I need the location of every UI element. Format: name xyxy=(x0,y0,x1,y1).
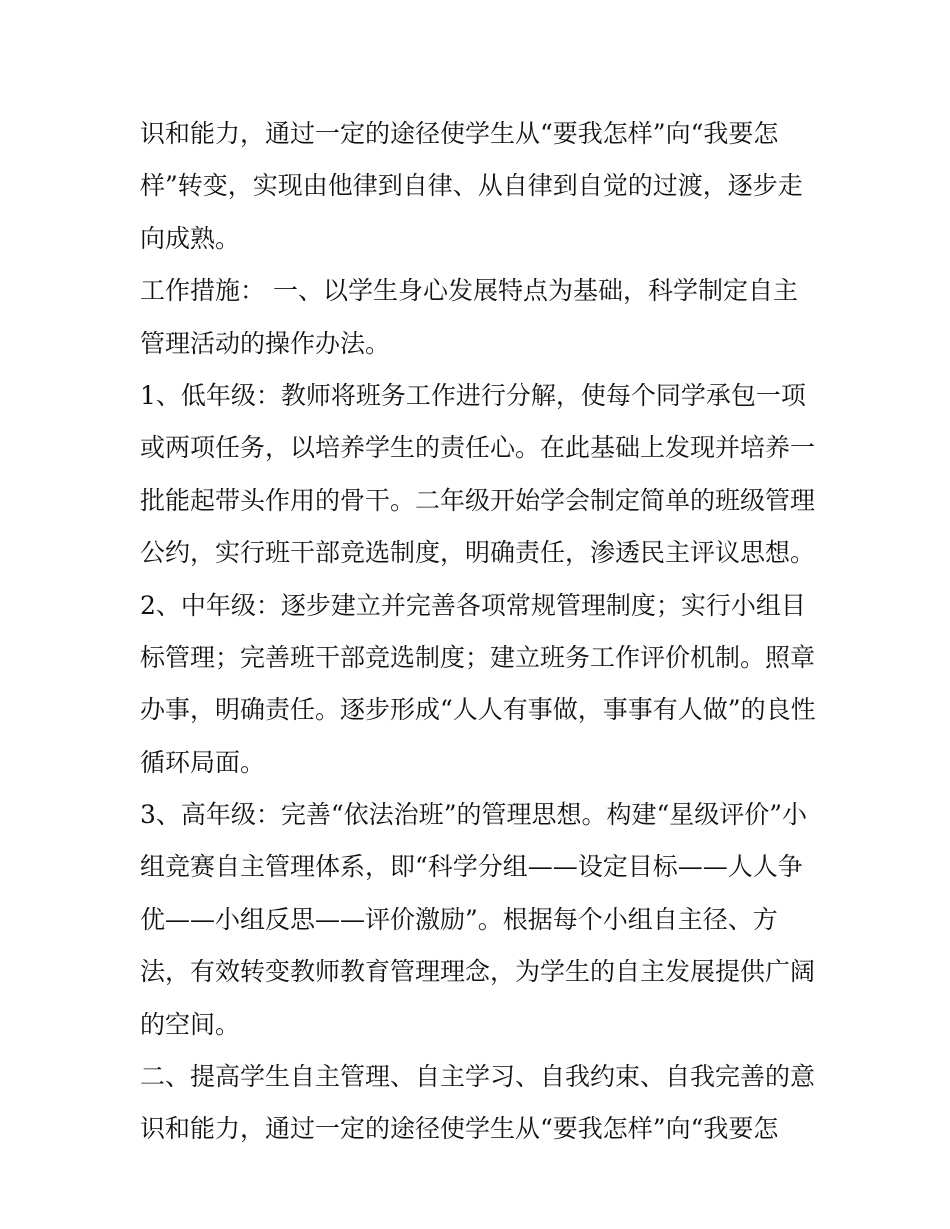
text-line: 样”转变，实现由他律到自律、从自律到自觉的过渡，逐步走 xyxy=(140,171,803,201)
text-line: 向成熟。 xyxy=(140,223,241,253)
text-line: 办事，明确责任。逐步形成“人人有事做，事事有人做”的良性 xyxy=(140,695,816,725)
text-line: 2、中年级：逐步建立并完善各项常规管理制度；实行小组目 xyxy=(140,590,806,620)
text-line: 工作措施： 一、以学生身心发展特点为基础，科学制定自主 xyxy=(140,276,798,306)
text-line: 管理活动的操作办法。 xyxy=(140,328,391,358)
text-line: 公约，实行班干部竞选制度，明确责任，渗透民主评议思想。 xyxy=(140,538,816,568)
text-line: 3、高年级：完善“依法治班”的管理思想。构建“星级评价”小 xyxy=(140,800,808,830)
text-line: 1、低年级：教师将班务工作进行分解，使每个同学承包一项 xyxy=(140,380,806,410)
text-line: 组竞赛自主管理体系，即“科学分组——设定目标——人人争 xyxy=(140,852,803,882)
text-line: 循环局面。 xyxy=(140,747,266,777)
text-line: 或两项任务，以培养学生的责任心。在此基础上发现并培养一 xyxy=(140,433,816,463)
text-line: 识和能力，通过一定的途径使学生从“要我怎样”向“我要怎 xyxy=(140,119,779,148)
text-line: 优——小组反思——评价激励”。根据每个小组自主径、方 xyxy=(140,904,778,934)
text-line: 批能起带头作用的骨干。二年级开始学会制定简单的班级管理 xyxy=(140,485,816,515)
text-line: 法，有效转变教师教育管理理念，为学生的自主发展提供广阔 xyxy=(140,957,816,987)
text-line: 标管理；完善班干部竞选制度；建立班务工作评价机制。照章 xyxy=(140,642,816,672)
text-line: 的空间。 xyxy=(140,1009,241,1039)
text-line: 识和能力，通过一定的途径使学生从“要我怎样”向“我要怎 xyxy=(140,1114,779,1144)
document-body xyxy=(140,108,820,1156)
text-line: 二、提高学生自主管理、自主学习、自我约束、自我完善的意 xyxy=(140,1062,816,1092)
